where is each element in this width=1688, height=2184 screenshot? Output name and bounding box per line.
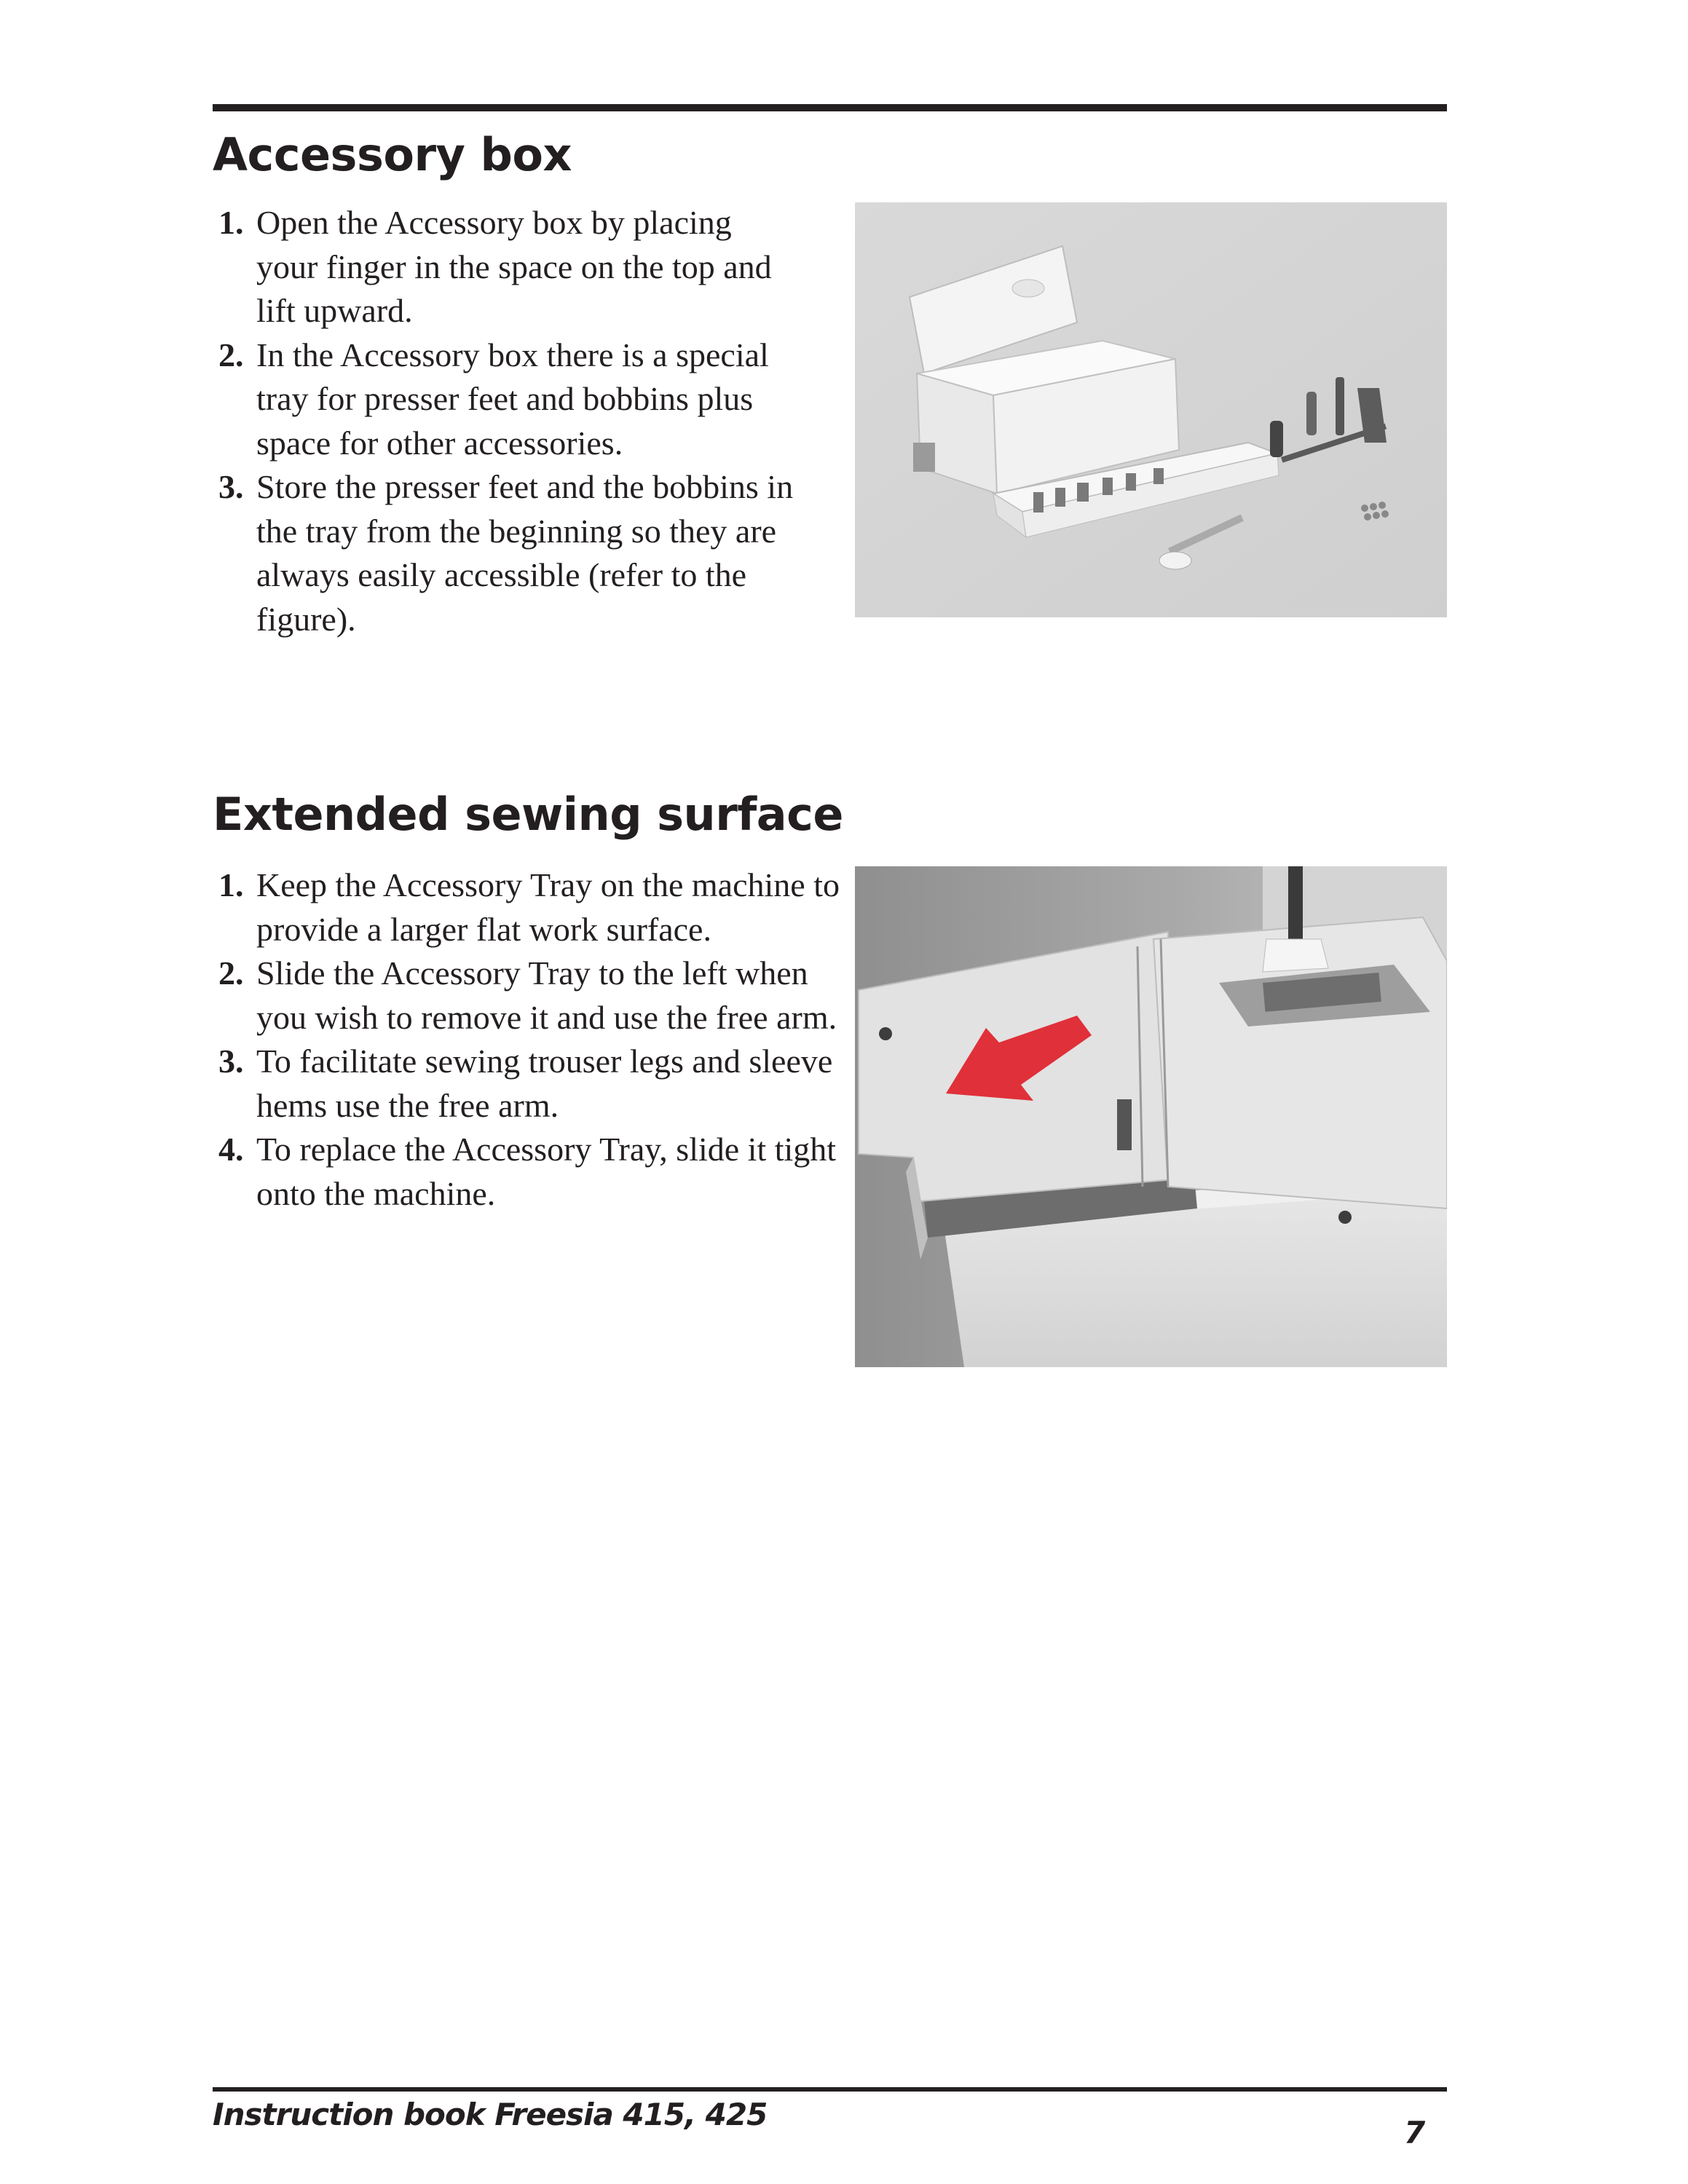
list-item: [218, 465, 801, 641]
accessory-box-heading: Accessory box: [213, 128, 572, 181]
step-text: Keep the Accessory Tray on the machine to provide a larger flat work surface.: [256, 866, 840, 948]
bottom-rule: [213, 2087, 1447, 2092]
list-item: [218, 201, 801, 333]
accessory-box-photo: [855, 202, 1447, 617]
step-text: Open the Accessory box by placing your finger in the space on the top and lift upward.: [256, 204, 772, 329]
list-item: [218, 1128, 845, 1216]
page-number: 7: [1404, 2115, 1426, 2151]
list-item: [218, 951, 845, 1040]
accessory-box-steps: [218, 201, 801, 641]
footer-title: Instruction book Freesia 415, 425: [213, 2097, 768, 2132]
step-text: Slide the Accessory Tray to the left when you wish to remove it and use the free arm.: [256, 954, 837, 1036]
sewing-machine-free-arm-photo: [855, 866, 1447, 1367]
step-text: To facilitate sewing trouser legs and sleeve hems use the free arm.: [256, 1042, 833, 1124]
step-number: 3.: [218, 468, 244, 505]
step-number: 4.: [218, 1131, 244, 1168]
step-number: 1.: [218, 204, 244, 241]
step-number: 2.: [218, 954, 244, 992]
list-item: [218, 863, 845, 951]
extended-sewing-surface-heading: Extended sewing surface: [213, 788, 843, 841]
list-item: [218, 333, 801, 466]
step-text: To replace the Accessory Tray, slide it tight onto the machine.: [256, 1131, 837, 1212]
step-number: 1.: [218, 866, 244, 903]
step-number: 2.: [218, 336, 244, 373]
top-rule: [213, 104, 1447, 111]
step-text: In the Accessory box there is a special tray for presser feet and bobbins plus space for other accessories.: [256, 336, 769, 462]
extended-sewing-surface-steps: [218, 863, 845, 1216]
step-text: Store the presser feet and the bobbins in the tray from the beginning so they are always easily accessible (refer to the figure).: [256, 468, 794, 638]
list-item: [218, 1040, 845, 1128]
step-number: 3.: [218, 1042, 244, 1080]
